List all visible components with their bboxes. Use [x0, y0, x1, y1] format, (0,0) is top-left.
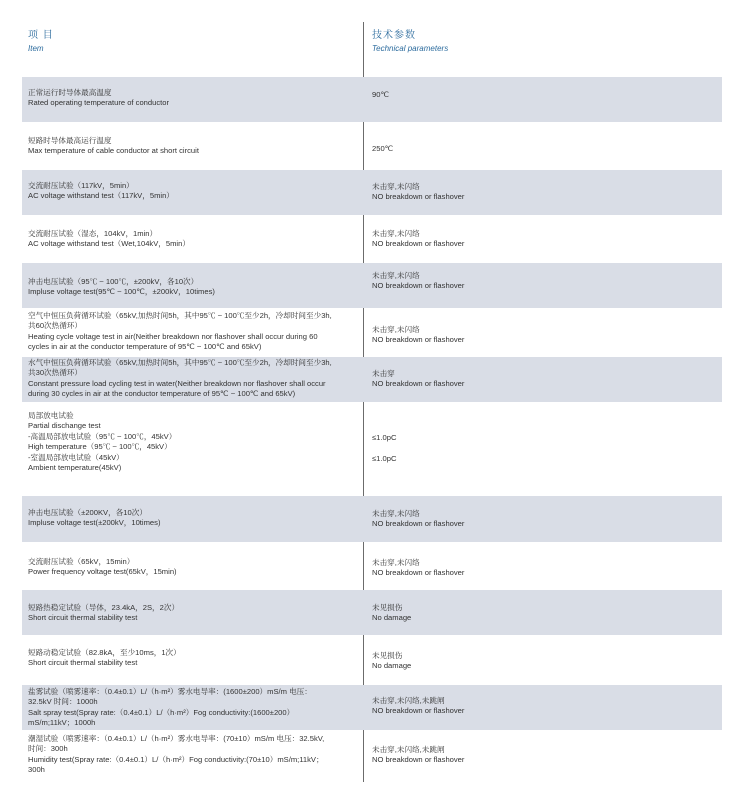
item-line: 冲击电压试验（95℃ ~ 100℃，±200kV，各10次） [28, 277, 199, 286]
item-line: 交流耐压试验（117kV，5min） [28, 181, 134, 190]
item-cell [28, 648, 358, 669]
table-row [22, 404, 722, 494]
item-line: Rated operating temperature of conductor [28, 98, 169, 108]
item-cell [28, 88, 358, 109]
param-cell [372, 90, 702, 100]
param-cell [372, 369, 702, 390]
item-line: 时间：300h [28, 744, 68, 754]
item-cell [28, 557, 358, 578]
param-cell [372, 745, 702, 766]
param-line: ≤1.0pC [372, 433, 397, 442]
param-line: 未击穿,未闪络 [372, 509, 420, 518]
item-cell [28, 181, 358, 202]
param-line: 未击穿,未闪络,未跳闸 [372, 745, 445, 754]
param-line: NO breakdown or flashover [372, 281, 465, 291]
param-line: 未击穿,未闪络 [372, 182, 420, 191]
item-line: -高温局部放电试验（95℃ ~ 100℃，45kV） [28, 431, 177, 441]
item-line: mS/m;11kV；1000h [28, 718, 96, 728]
param-line: 未击穿,未闪络 [372, 229, 420, 238]
param-line: NO breakdown or flashover [372, 706, 465, 716]
item-line: 短路热稳定试验（导体，23.4kA，2S，2次） [28, 603, 180, 612]
item-line: 300h [28, 765, 45, 775]
item-line: 空气中恒压负荷循环试验（65kV,加热时间5h，其中95℃ ~ 100℃至少2h，冷却时间至少3h, [28, 311, 332, 320]
item-line: 交流耐压试验（湿态，104kV，1min） [28, 229, 158, 238]
item-line: 共60次热循环） [28, 321, 83, 331]
header-params-cn: 技术参数 [372, 30, 416, 41]
item-line: -室温局部放电试验（45kV） [28, 452, 124, 462]
item-line: AC voltage withstand test（117kV，5min） [28, 191, 174, 201]
table-row [22, 124, 722, 168]
param-line: 未击穿,未闪络 [372, 558, 420, 567]
param-line: 未见损伤 [372, 603, 403, 612]
item-line: 短路动稳定试验（82.8kA，至少10ms，1次） [28, 648, 181, 657]
param-line: 未击穿,未闪络 [372, 325, 420, 334]
param-line: 未击穿,未闪络 [372, 271, 420, 280]
header-item-en: Item [28, 44, 44, 53]
param-cell [372, 271, 702, 292]
item-line: High temperature（95℃ ~ 100℃，45kV） [28, 442, 172, 452]
param-cell [372, 433, 702, 465]
param-line: No damage [372, 613, 412, 623]
item-line: 局部放电试验 [28, 411, 74, 420]
header-item-cn: 项 目 [28, 30, 54, 41]
table-row [22, 310, 722, 355]
item-cell [28, 687, 358, 729]
param-line: 未击穿,未闪络,未跳闸 [372, 696, 445, 705]
item-line: Impluse voltage test(95℃ ~ 100℃，±200kV，10times) [28, 287, 215, 297]
table-row [22, 77, 722, 122]
item-line: Impluse voltage test(±200kV，10times) [28, 518, 161, 528]
item-line: during 30 cycles in air at the conductor temperature of 95℃ ~ 100℃ and 65kV) [28, 389, 296, 399]
item-line: 盐雾试验（喷雾速率：（0.4±0.1）L/（h·m²）雾水电导率：(1600±200）mS/m 电压： [28, 687, 312, 696]
param-cell [372, 558, 702, 579]
param-line: 90℃ [372, 90, 389, 99]
param-line: 未见损伤 [372, 651, 403, 660]
param-cell [372, 509, 702, 530]
item-line: cycles in air at the conductor temperature of 95℃ ~ 100℃ and 65kV) [28, 342, 262, 352]
table-row [22, 544, 722, 588]
item-cell [28, 277, 358, 298]
param-line: 250℃ [372, 144, 394, 153]
header-params [372, 26, 448, 53]
param-line: NO breakdown or flashover [372, 192, 465, 202]
item-line: Short circuit thermal stability test [28, 613, 138, 623]
param-line: NO breakdown or flashover [372, 519, 465, 529]
param-line: NO breakdown or flashover [372, 379, 465, 389]
item-cell [28, 411, 358, 473]
item-cell [28, 229, 358, 250]
item-line: Humidity test(Spray rate:（0.4±0.1）L/（h·m²）Fog conductivity:(70±10）mS/m;11kV； [28, 754, 324, 764]
item-line: Salt spray test(Spray rate:（0.4±0.1）L/（h·m²）Fog conductivity:(1600±200） [28, 707, 295, 717]
item-cell [28, 311, 358, 353]
item-line: 水气中恒压负荷循环试验（65kV,加热时间5h，其中95℃ ~ 100℃至少2h，冷却时间至少3h, [28, 358, 332, 367]
item-line: Constant pressure load cycling test in water(Neither breakdown nor flashover shall occur [28, 378, 326, 388]
header-item [28, 26, 54, 53]
param-cell [372, 603, 702, 624]
item-line: Short circuit thermal stability test [28, 658, 138, 668]
item-line: AC voltage withstand test（Wet,104kV，5min） [28, 239, 190, 249]
item-line: 交流耐压试验（65kV，15min） [28, 557, 135, 566]
table-row [22, 685, 722, 730]
param-line: NO breakdown or flashover [372, 568, 465, 578]
item-cell [28, 136, 358, 157]
item-line: 正常运行时导体最高温度 [28, 88, 112, 97]
table-row [22, 637, 722, 683]
table-row [22, 590, 722, 635]
item-cell [28, 603, 358, 624]
item-line: 短路时导体最高运行温度 [28, 136, 112, 145]
header-params-en: Technical parameters [372, 44, 449, 53]
item-cell [28, 508, 358, 529]
table-row [22, 732, 722, 782]
param-line: No damage [372, 661, 412, 671]
param-cell [372, 144, 702, 154]
table-row [22, 357, 722, 402]
param-line: NO breakdown or flashover [372, 335, 465, 345]
item-line: Max temperature of cable conductor at short circuit [28, 146, 199, 156]
param-cell [372, 325, 702, 346]
param-line: ≤1.0pC [372, 454, 397, 464]
item-line: 32.5kV 时间：1000h [28, 697, 98, 707]
table-header [0, 26, 744, 56]
param-line: NO breakdown or flashover [372, 755, 465, 765]
item-line: 冲击电压试验（±200KV，各10次） [28, 508, 147, 517]
param-line: NO breakdown or flashover [372, 239, 465, 249]
item-line: 共30次热循环） [28, 368, 83, 378]
table-row [22, 263, 722, 308]
param-cell [372, 651, 702, 672]
item-line: Ambient temperature(45kV) [28, 463, 122, 473]
param-cell [372, 696, 702, 717]
param-cell [372, 229, 702, 250]
item-line: Heating cycle voltage test in air(Neither breakdown nor flashover shall occur during 60 [28, 331, 318, 341]
item-line: Power frequency voltage test(65kV，15min) [28, 567, 177, 577]
item-line: 潮湿试验（喷雾速率：（0.4±0.1）L/（h·m²）雾水电导率：(70±10）mS/m 电压：32.5kV, [28, 734, 325, 743]
table-row [22, 217, 722, 261]
param-cell [372, 182, 702, 203]
table-row [22, 496, 722, 542]
item-cell [28, 358, 358, 400]
item-line: Partial dischange test [28, 421, 101, 431]
param-line: 未击穿 [372, 369, 395, 378]
item-cell [28, 734, 358, 776]
table-row [22, 170, 722, 215]
